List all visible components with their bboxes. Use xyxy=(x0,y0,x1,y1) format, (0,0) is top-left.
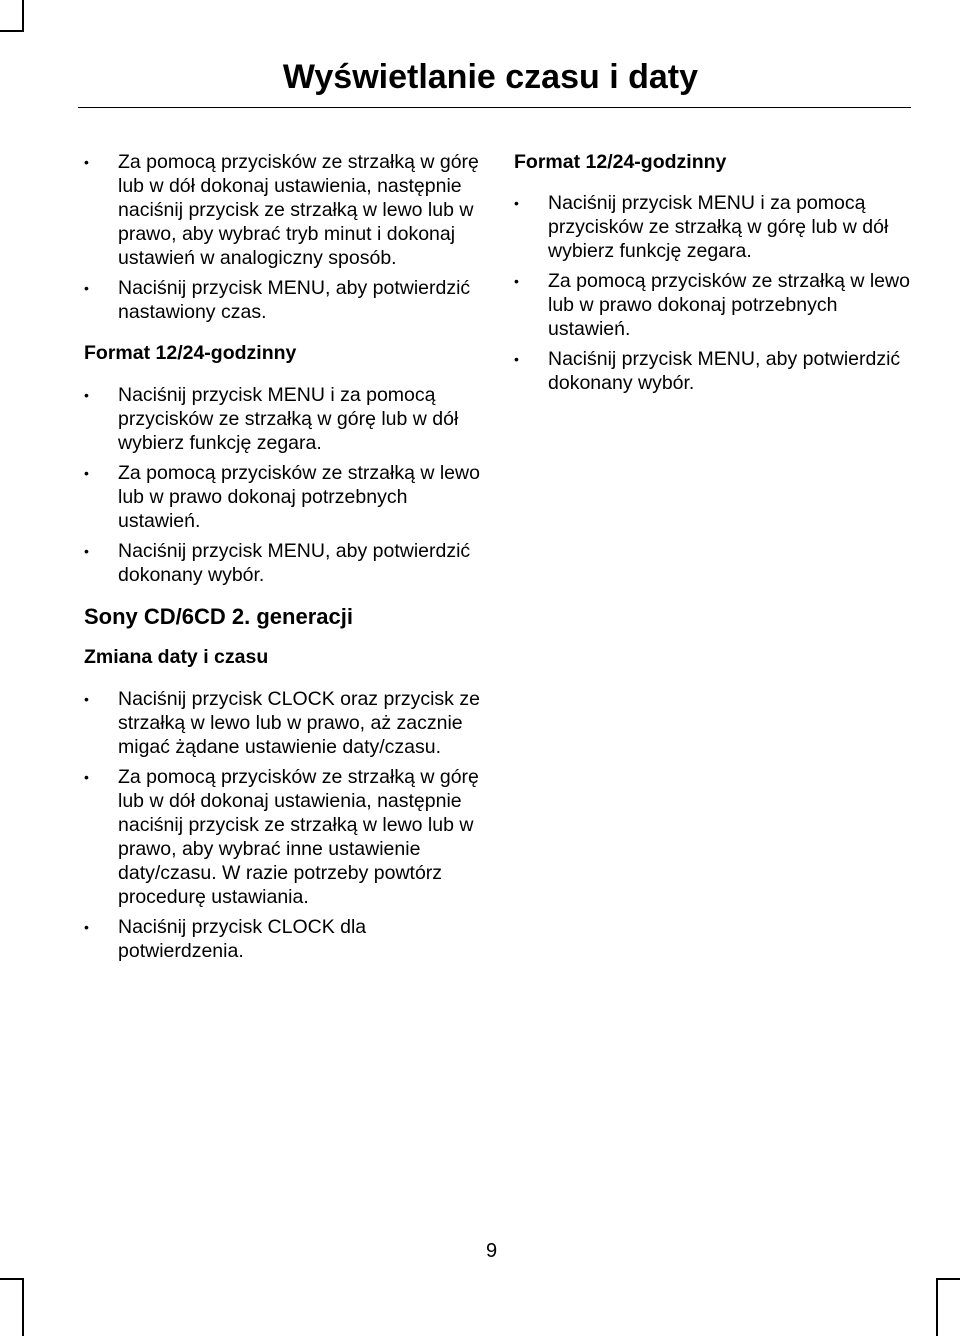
list-item: • Za pomocą przycisków ze strzałką w górę lub w dół dokonaj ustawienia, następnie naciśnij przycisk ze strzałką w lewo lub w prawo, aby wybrać tryb minut i dokonaj ustawień w analogiczny sposób. xyxy=(84,150,484,270)
format-heading: Format 12/24-godzinny xyxy=(514,151,727,173)
list-item: • Naciśnij przycisk MENU i za pomocą przycisków ze strzałką w górę lub w dół wybierz funkcję zegara. xyxy=(514,191,914,263)
crop-mark-bottom-left-h xyxy=(0,1278,24,1280)
list-item: • Za pomocą przycisków ze strzałką w lewo lub w prawo dokonaj potrzebnych ustawień. xyxy=(514,269,914,341)
right-column xyxy=(514,150,914,401)
date-time-heading: Zmiana daty i czasu xyxy=(84,646,269,668)
list-item: • Naciśnij przycisk MENU, aby potwierdzić dokonany wybór. xyxy=(514,347,914,395)
crop-mark-bottom-right-h xyxy=(936,1278,960,1280)
title-divider xyxy=(78,107,911,108)
crop-mark-top-left-v xyxy=(22,0,24,32)
list-item: • Za pomocą przycisków ze strzałką w górę lub w dół dokonaj ustawienia, następnie naciśnij przycisk ze strzałką w lewo lub w prawo, aby wybrać inne ustawienie daty/czasu. W razie potrzeby powtórz procedurę ustawiania. xyxy=(84,765,484,909)
page-title: Wyświetlanie czasu i daty xyxy=(282,58,698,96)
date-time-list xyxy=(84,687,484,963)
list-item: • Za pomocą przycisków ze strzałką w lewo lub w prawo dokonaj potrzebnych ustawień. xyxy=(84,461,484,533)
list-item: • Naciśnij przycisk CLOCK oraz przycisk ze strzałką w lewo lub w prawo, aż zacznie migać żądane ustawienie daty/czasu. xyxy=(84,687,484,759)
list-item: • Naciśnij przycisk MENU i za pomocą przycisków ze strzałką w górę lub w dół wybierz funkcję zegara. xyxy=(84,383,484,455)
format-heading: Format 12/24-godzinny xyxy=(84,342,297,364)
section-heading: Sony CD/6CD 2. generacji xyxy=(84,604,353,629)
list-item: • Naciśnij przycisk MENU, aby potwierdzić nastawiony czas. xyxy=(84,276,484,324)
crop-mark-bottom-right-v xyxy=(936,1278,938,1336)
format-list xyxy=(84,383,484,587)
crop-mark-bottom-left-v xyxy=(22,1278,24,1336)
page-number: 9 xyxy=(486,1240,498,1262)
format-list xyxy=(514,191,914,395)
intro-list xyxy=(84,150,484,324)
crop-mark-top-left-h xyxy=(0,30,24,32)
left-column xyxy=(84,150,484,969)
list-item: • Naciśnij przycisk MENU, aby potwierdzić dokonany wybór. xyxy=(84,539,484,587)
list-item: • Naciśnij przycisk CLOCK dla potwierdzenia. xyxy=(84,915,484,963)
